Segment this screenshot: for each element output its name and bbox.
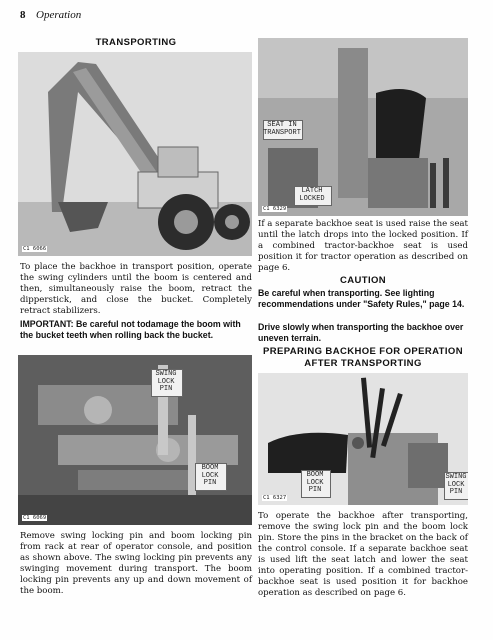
photo-id-tag: C1 6327 — [263, 495, 287, 501]
transport-position-paragraph: To place the backhoe in transport position, operate the swing cylinders until the boom is centered and then, simultaneously raise the boom, retract the dipperstick, and close the bucket. Completely retract stabilizers. — [20, 262, 252, 316]
lock-pins-illustration — [18, 355, 252, 525]
controls-illustration — [258, 373, 468, 505]
prep-operation-photo — [258, 373, 468, 505]
swing-lock-pin-label: SWING LOCK PIN — [155, 370, 177, 393]
photo-id-tag: C1 6329 — [263, 206, 287, 212]
page-number: 8 — [20, 9, 26, 21]
boom-lock-pin-label: BOOM LOCK PIN — [201, 464, 219, 487]
latch-locked-label: LATCH LOCKED — [299, 187, 325, 203]
photo-id-tag: C1 6069 — [23, 515, 47, 521]
prep-heading-line1: PREPARING BACKHOE FOR OPERATION — [263, 346, 463, 357]
lock-pins-paragraph: Remove swing locking pin and boom locking pin from rack at rear of operator console, and position as shown above. The swing locking pin prevents any swinging movement during transport. The boom locking pin prevents any up and down movement of the boom. — [20, 531, 252, 596]
photo-id-tag: C1 6066 — [23, 246, 47, 252]
section-title: Operation — [36, 9, 82, 21]
backhoe-illustration — [18, 52, 252, 256]
seat-in-transport-label: SEAT IN TRANSPORT — [263, 121, 301, 137]
caution-heading: CAUTION — [339, 275, 387, 286]
prep-heading-line2: AFTER TRANSPORTING — [304, 358, 422, 369]
caution-lighting: Be careful when transporting. See lighting recommendations under "Safety Rules," page 14. — [258, 288, 465, 309]
important-note: IMPORTANT: Be careful not todamage the boom with the bucket teeth when rolling back the bucket. — [20, 319, 241, 340]
prep-operation-paragraph: To operate the backhoe after transporting, remove the swing lock pin and the boom lock pin. Store the pins in the bracket on the back of the control console. If a separate backhoe seat is used lift the seat latch and lower the seat into operating position. If a combined tractor-backhoe seat is used position it for backhoe operation as described on page 6. — [258, 511, 468, 598]
lock-pins-photo — [18, 355, 252, 525]
seat-transport-photo — [258, 38, 468, 216]
seat-paragraph: If a separate backhoe seat is used raise the seat until the latch drops into the locked position. If a combined tractor-backhoe seat is used position it for tractor operation as described on page 6. — [258, 219, 469, 273]
boom-lock-pin-label: BOOM LOCK PIN — [306, 471, 324, 494]
caution-drive-slowly: Drive slowly when transporting the backhoe over uneven terrain. — [258, 322, 464, 343]
swing-lock-pin-label: SWING LOCK PIN — [445, 473, 467, 496]
transporting-heading: TRANSPORTING — [95, 37, 177, 48]
backhoe-transport-photo — [18, 52, 252, 256]
